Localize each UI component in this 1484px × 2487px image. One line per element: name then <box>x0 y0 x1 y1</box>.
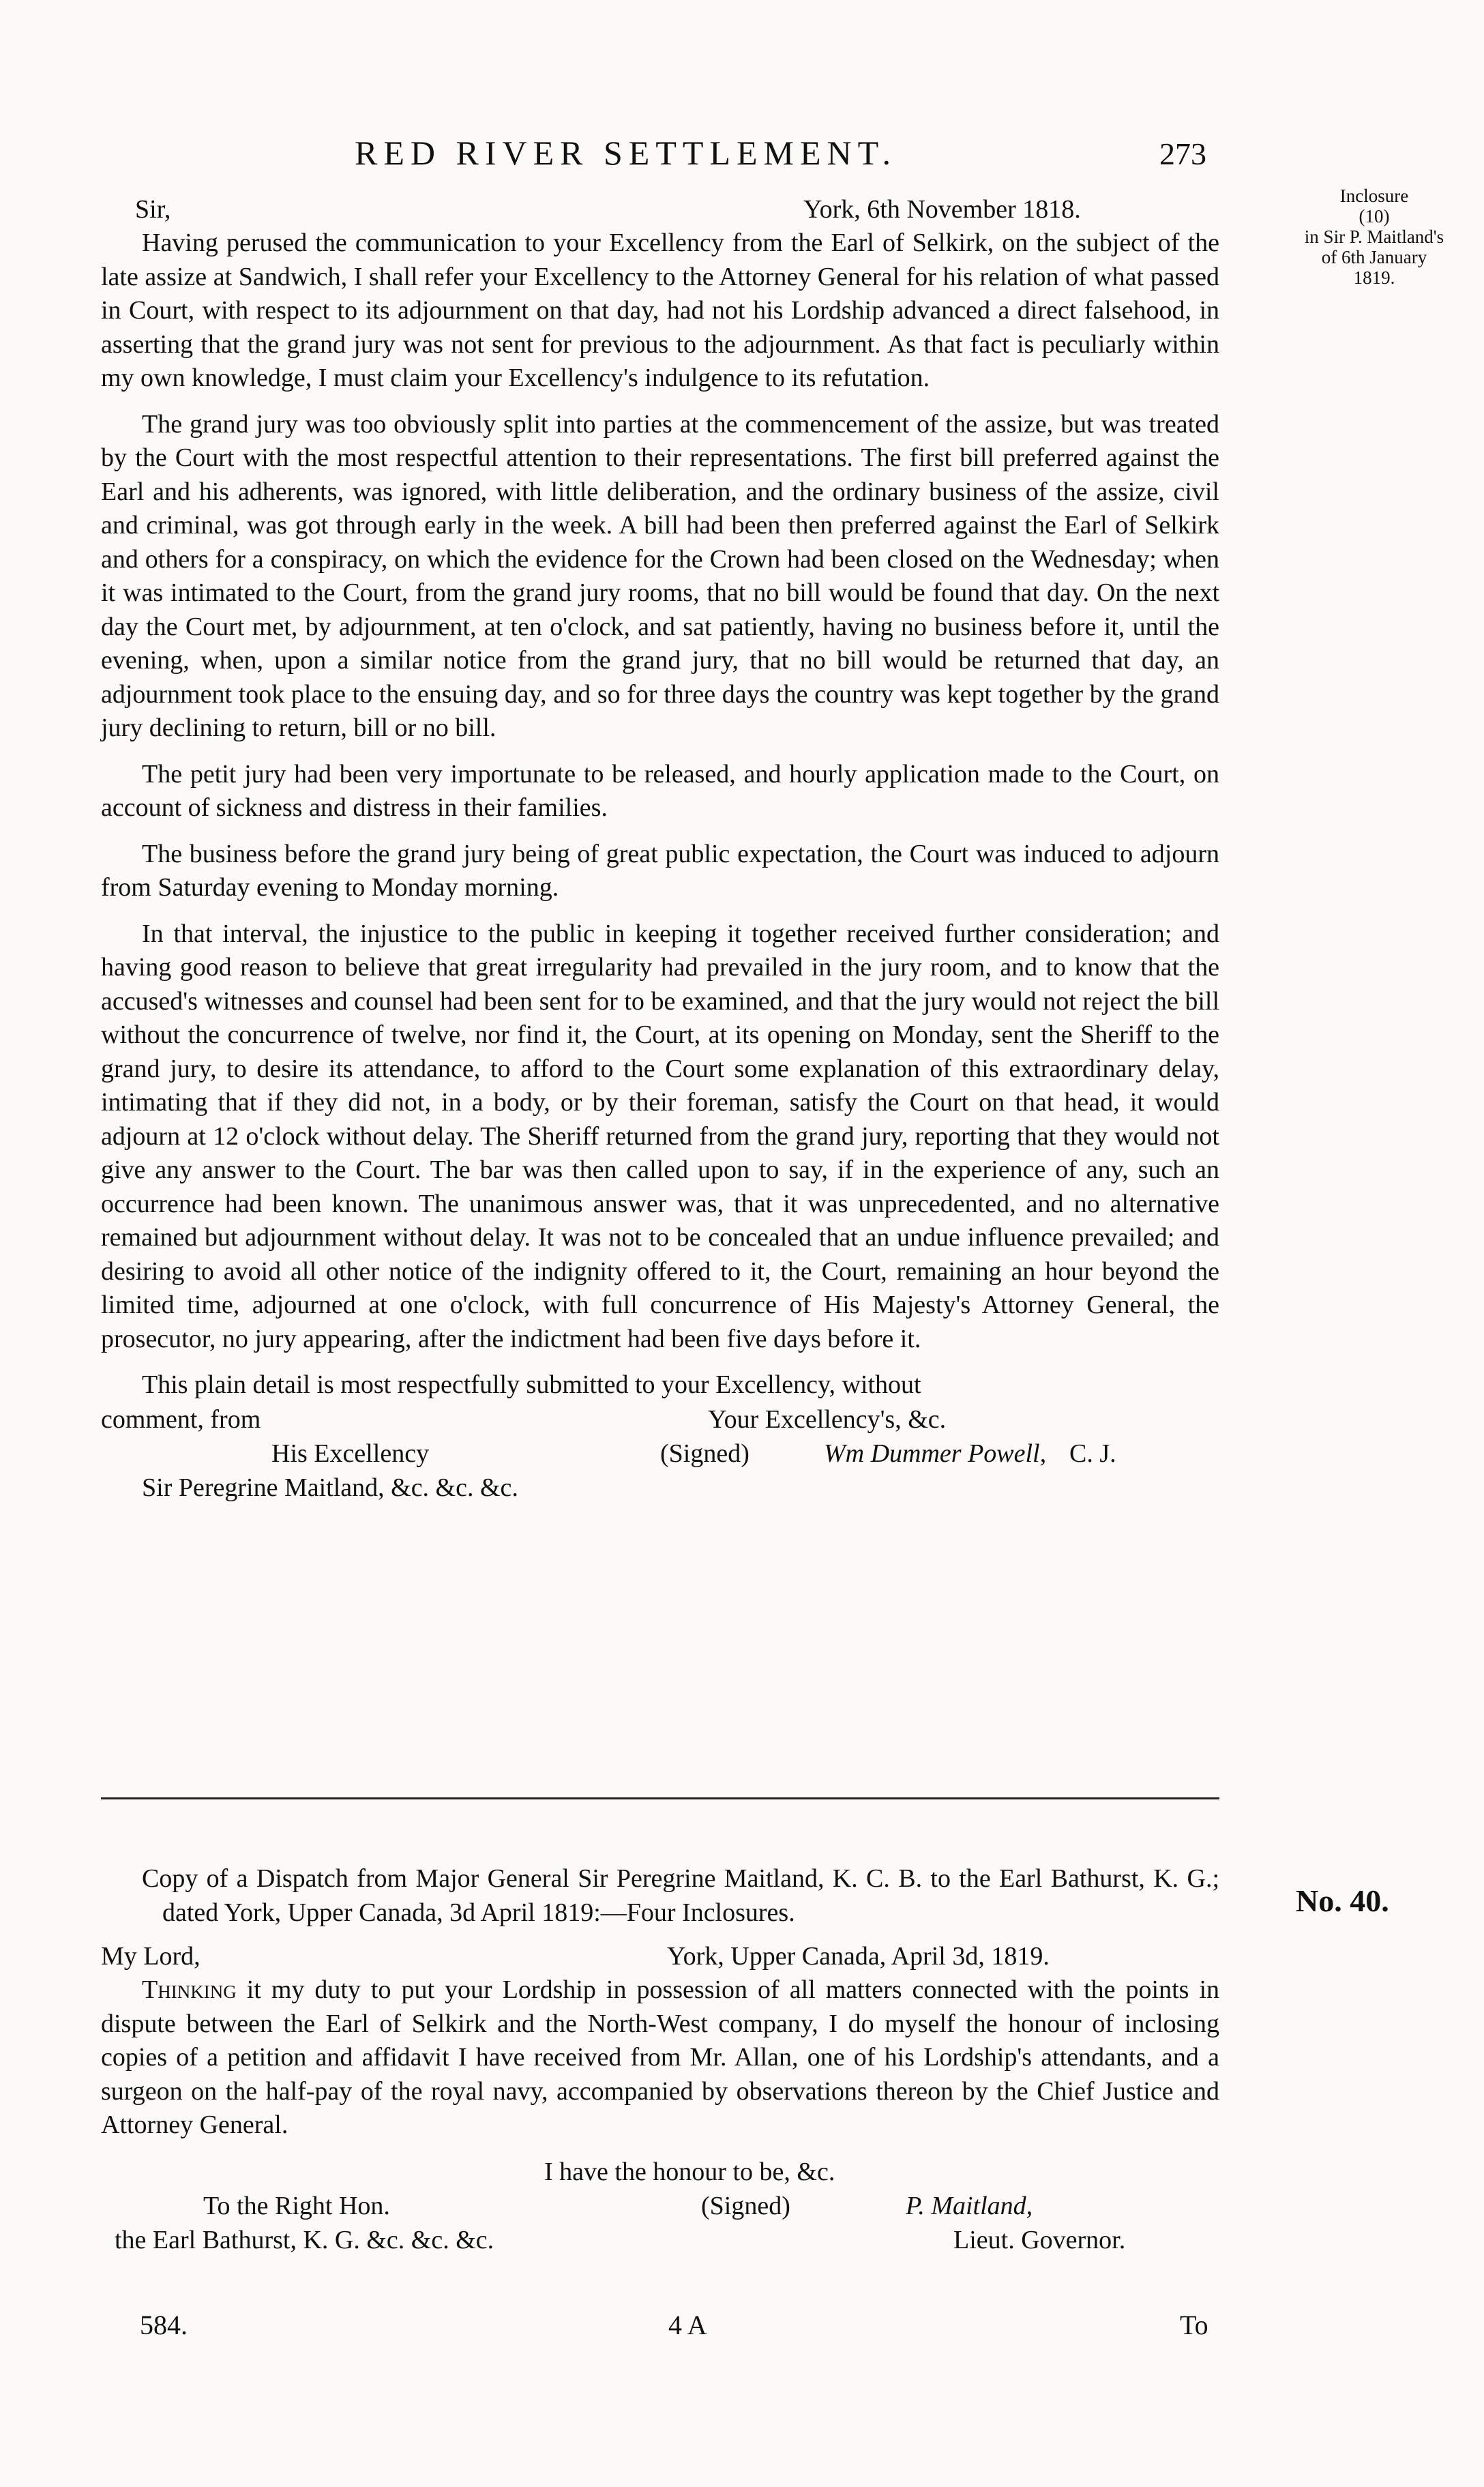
closing-comment: comment, from <box>101 1404 261 1434</box>
signature-title: C. J. <box>1069 1439 1116 1468</box>
dispatch-salutation: My Lord, <box>101 1942 201 1971</box>
signature-row <box>101 1437 1219 1471</box>
dispatch-rank: Lieut. Governor. <box>953 2225 1126 2254</box>
page-footer <box>0 2309 1484 2350</box>
section-divider <box>101 1797 1219 1799</box>
margin-note-line: Inclosure <box>1339 186 1409 206</box>
paragraph: This plain detail is most respectfully submitted to your Excellency, without <box>142 1370 921 1399</box>
paragraph: In that interval, the injustice to the public in keeping it together received further consideration; and having good reason to believe that great irregularity had prevailed in the jury room, and to know that the accused's witnesses and counsel had been sent for to be examined, and that the jury would not reject the bill without the concurrence of twelve, nor find it, the Court, at its opening on Monday, sent the Sheriff to the grand jury, to desire its attendance, to afford to the Court some explanation of this extraordinary delay, intimating that if they did not, in a body, or by their foreman, satisfy the Court on that head, it would adjourn at 12 o'clock without delay. The Sheriff returned from the grand jury, reporting that they would not give any answer to the Court. The bar was then called upon to say, if in the experience of any, such an occurrence had been known. The unanimous answer was, that it was unprecedented, and no alternative remained but adjournment without delay. It was not to be concealed that an undue influence prevailed; and desiring to avoid all other notice of the indignity offered to it, the Court, remaining an hour beyond the limited time, adjourned at one o'clock, with full concurrence of His Majesty's Attorney General, the prosecutor, no jury appearing, after the indictment had been five days before it. <box>101 919 1219 1353</box>
dispatch-paragraph-text: it my duty to put your Lordship in possession of all matters connected with the points in dispute between the Earl of Selkirk and the North-West company, I do myself the honour of inclosing copies of a petition and affidavit I have received from Mr. Allan, one of his Lordship's attendants, and a surgeon on the half-pay of the royal navy, accompanied by observations thereon by the Chief Justice and Attorney General. <box>101 1975 1220 2139</box>
letter-heading-row <box>101 192 1219 226</box>
signature: Wm Dummer Powell, <box>824 1439 1047 1468</box>
footer-number: 584. <box>140 2310 188 2340</box>
dispatch-signature: P. Maitland, <box>906 2191 1033 2220</box>
paragraph: Having perused the communication to your Excellency from the Earl of Selkirk, on the subject of the late assize at Sandwich, I shall refer your Excellency to the Attorney General for his relation of what passed in Court, with respect to its adjournment on that day, had not his Lordship advanced a direct falsehood, in asserting that the grand jury was not sent for previous to the adjournment. As that fact is peculiarly within my own knowledge, I must claim your Excellency's indulgence to its refutation. <box>101 229 1219 392</box>
dispatch-signed-label: (Signed) <box>701 2191 790 2220</box>
paragraph: The business before the grand jury being of great public expectation, the Court was induced to adjourn from Saturday evening to Monday morning. <box>101 839 1219 902</box>
dispatch-closing: I have the honour to be, &c. <box>544 2157 835 2186</box>
addressee-name: Sir Peregrine Maitland, &c. &c. &c. <box>142 1473 518 1502</box>
catchword: To <box>1180 2310 1208 2340</box>
dispatch-closing-row <box>101 2155 1219 2189</box>
signed-label: (Signed) <box>660 1439 750 1468</box>
dispatch-date: York, Upper Canada, April 3d, 1819. <box>667 1942 1050 1971</box>
running-title: RED RIVER SETTLEMENT. <box>355 134 897 172</box>
letter-powell <box>101 192 1219 1505</box>
dispatch-maitland <box>101 1862 1219 2257</box>
dispatch-lead-word: Thinking <box>142 1975 237 2004</box>
margin-note-line: in Sir P. Maitland's <box>1304 226 1444 247</box>
dispatch-recipient: the Earl Bathurst, K. G. &c. &c. &c. <box>115 2225 494 2254</box>
margin-note-line: 1819. <box>1353 267 1395 288</box>
salutation: Sir, <box>135 195 171 224</box>
dispatch-recipient-row <box>101 2223 1219 2257</box>
dispatch-heading: Copy of a Dispatch from Major General Sir Peregrine Maitland, K. C. B. to the Earl Bathurst, K. G.; dated York, Upper Canada, 3d April 1819:—Four Inclosures. <box>142 1864 1219 1927</box>
margin-note-line: (10) <box>1359 206 1390 226</box>
addressee: His Excellency <box>271 1439 430 1468</box>
dispatch-paragraph <box>101 1973 1219 2143</box>
dispatch-to-line: To the Right Hon. <box>203 2191 390 2220</box>
complimentary-close: Your Excellency's, &c. <box>708 1404 947 1434</box>
page-number: 273 <box>1159 136 1206 171</box>
paragraph: The grand jury was too obviously split into parties at the commencement of the assize, but was treated by the Court with the most respectful attention to their representations. The first bill preferred against the Earl and his adherents, was ignored, with little deliberation, and the ordinary business of the assize, civil and criminal, was got through early in the week. A bill had been then preferred against the Earl of Selkirk and others for a conspiracy, on which the evidence for the Crown had been closed on the Wednesday; when it was intimated to the Court, from the grand jury rooms, that no bill would be found that day. On the next day the Court met, by adjournment, at ten o'clock, and sat patiently, having no business before it, until the evening, when, upon a similar notice from the grand jury, that no bill would be returned that day, an adjournment took place to the ensuing day, and so for three days the country was kept together by the grand jury declining to return, bill or no bill. <box>101 409 1219 742</box>
addressee-row <box>101 1471 1219 1505</box>
closing-row <box>101 1402 1219 1437</box>
dispatch-heading-row <box>101 1939 1219 1973</box>
margin-note-line: of 6th January <box>1321 247 1427 267</box>
letter-date: York, 6th November 1818. <box>803 195 1081 224</box>
dispatch-number: No. 40. <box>1296 1883 1389 1918</box>
margin-note-inclosure <box>1272 186 1476 288</box>
signature-mark: 4 A <box>668 2310 707 2340</box>
paragraph: The petit jury had been very importunate to be released, and hourly application made to the Court, on account of sickness and distress in their families. <box>101 759 1219 822</box>
dispatch-signature-row <box>101 2189 1219 2223</box>
page-header <box>0 133 1484 181</box>
